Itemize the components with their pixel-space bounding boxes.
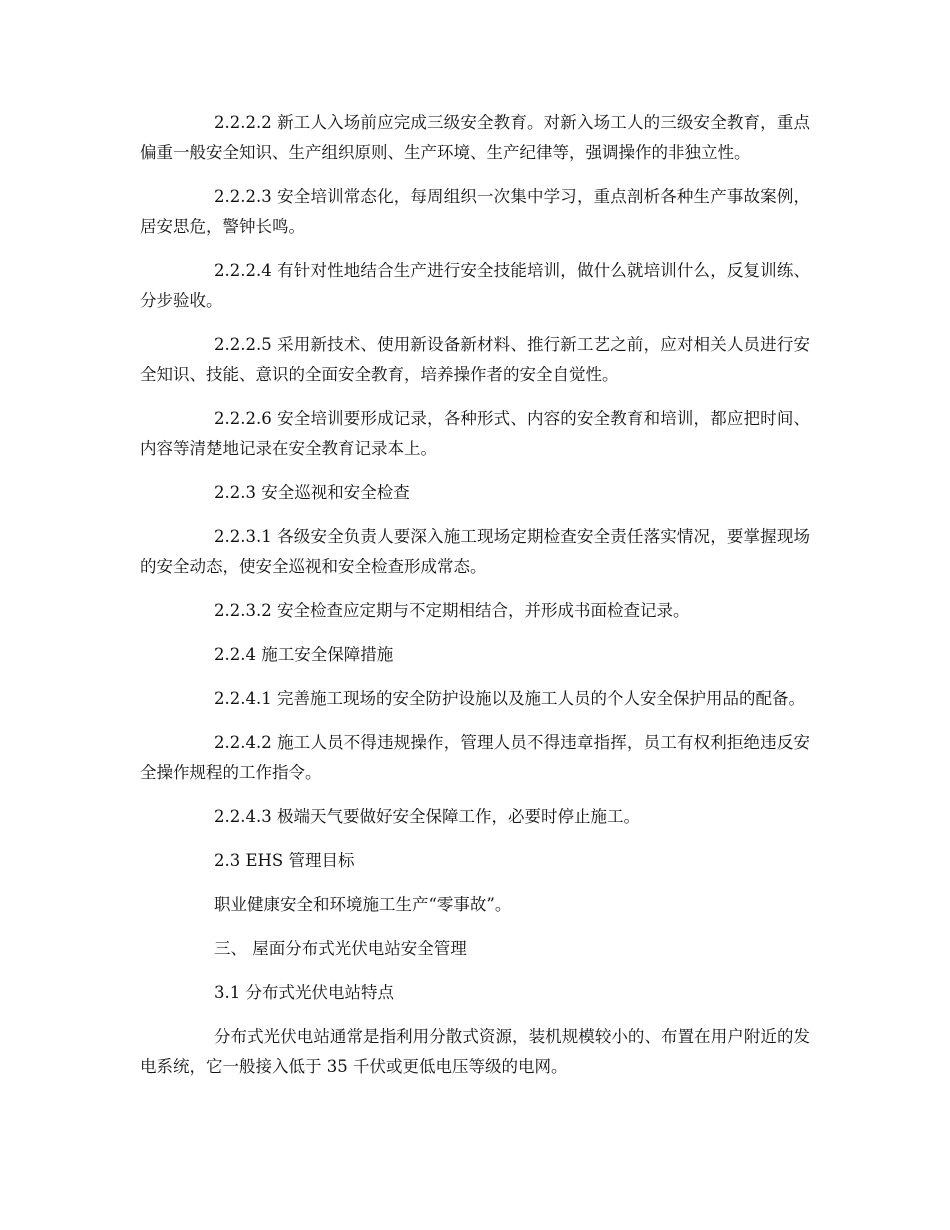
paragraph-2-2-4-1: 2.2.4.1 完善施工现场的安全防护设施以及施工人员的个人安全保护用品的配备。 <box>214 689 805 708</box>
paragraph-2-2-2-2: 2.2.2.2 新工人入场前应完成三级安全教育。对新入场工人的三级安全教育，重点偏重一般安全知识、生产组织原则、生产环境、生产纪律等，强调操作的非独立性。 <box>140 113 810 162</box>
heading-2-3: 2.3 EHS 管理目标 <box>214 851 355 870</box>
heading-3-1: 3.1 分布式光伏电站特点 <box>214 983 394 1002</box>
heading-2-2-3: 2.2.3 安全巡视和安全检查 <box>214 483 410 502</box>
paragraph-2-2-3-1: 2.2.3.1 各级安全负责人要深入施工现场定期检查安全责任落实情况，要掌握现场的安全动态，使安全巡视和安全检查形成常态。 <box>140 527 810 576</box>
heading-2-2-4: 2.2.4 施工安全保障措施 <box>214 645 394 664</box>
paragraph-3-1-definition: 分布式光伏电站通常是指利用分散式资源，装机规模较小的、布置在用户附近的发电系统，它一般接入低于 35 千伏或更低电压等级的电网。 <box>140 1027 810 1076</box>
paragraph-2-2-2-4: 2.2.2.4 有针对性地结合生产进行安全技能培训，做什么就培训什么，反复训练、分步验收。 <box>140 261 810 310</box>
paragraph-2-2-2-6: 2.2.2.6 安全培训要形成记录，各种形式、内容的安全教育和培训，都应把时间、内容等清楚地记录在安全教育记录本上。 <box>140 409 810 458</box>
paragraph-2-2-4-2: 2.2.4.2 施工人员不得违规操作，管理人员不得违章指挥，员工有权利拒绝违反安全操作规程的工作指令。 <box>140 733 810 782</box>
document-body <box>140 108 810 1096</box>
paragraph-2-2-3-2: 2.2.3.2 安全检查应定期与不定期相结合，并形成书面检查记录。 <box>214 601 690 620</box>
paragraph-2-2-2-5: 2.2.2.5 采用新技术、使用新设备新材料、推行新工艺之前，应对相关人员进行安全知识、技能、意识的全面安全教育，培养操作者的安全自觉性。 <box>140 335 810 384</box>
paragraph-2-2-2-3: 2.2.2.3 安全培训常态化，每周组织一次集中学习，重点剖析各种生产事故案例，居安思危，警钟长鸣。 <box>140 187 810 236</box>
paragraph-2-2-4-3: 2.2.4.3 极端天气要做好安全保障工作，必要时停止施工。 <box>214 807 640 826</box>
heading-section-3: 三、 屋面分布式光伏电站安全管理 <box>214 939 467 958</box>
paragraph-ehs-goal: 职业健康安全和环境施工生产“零事故”。 <box>214 895 512 914</box>
